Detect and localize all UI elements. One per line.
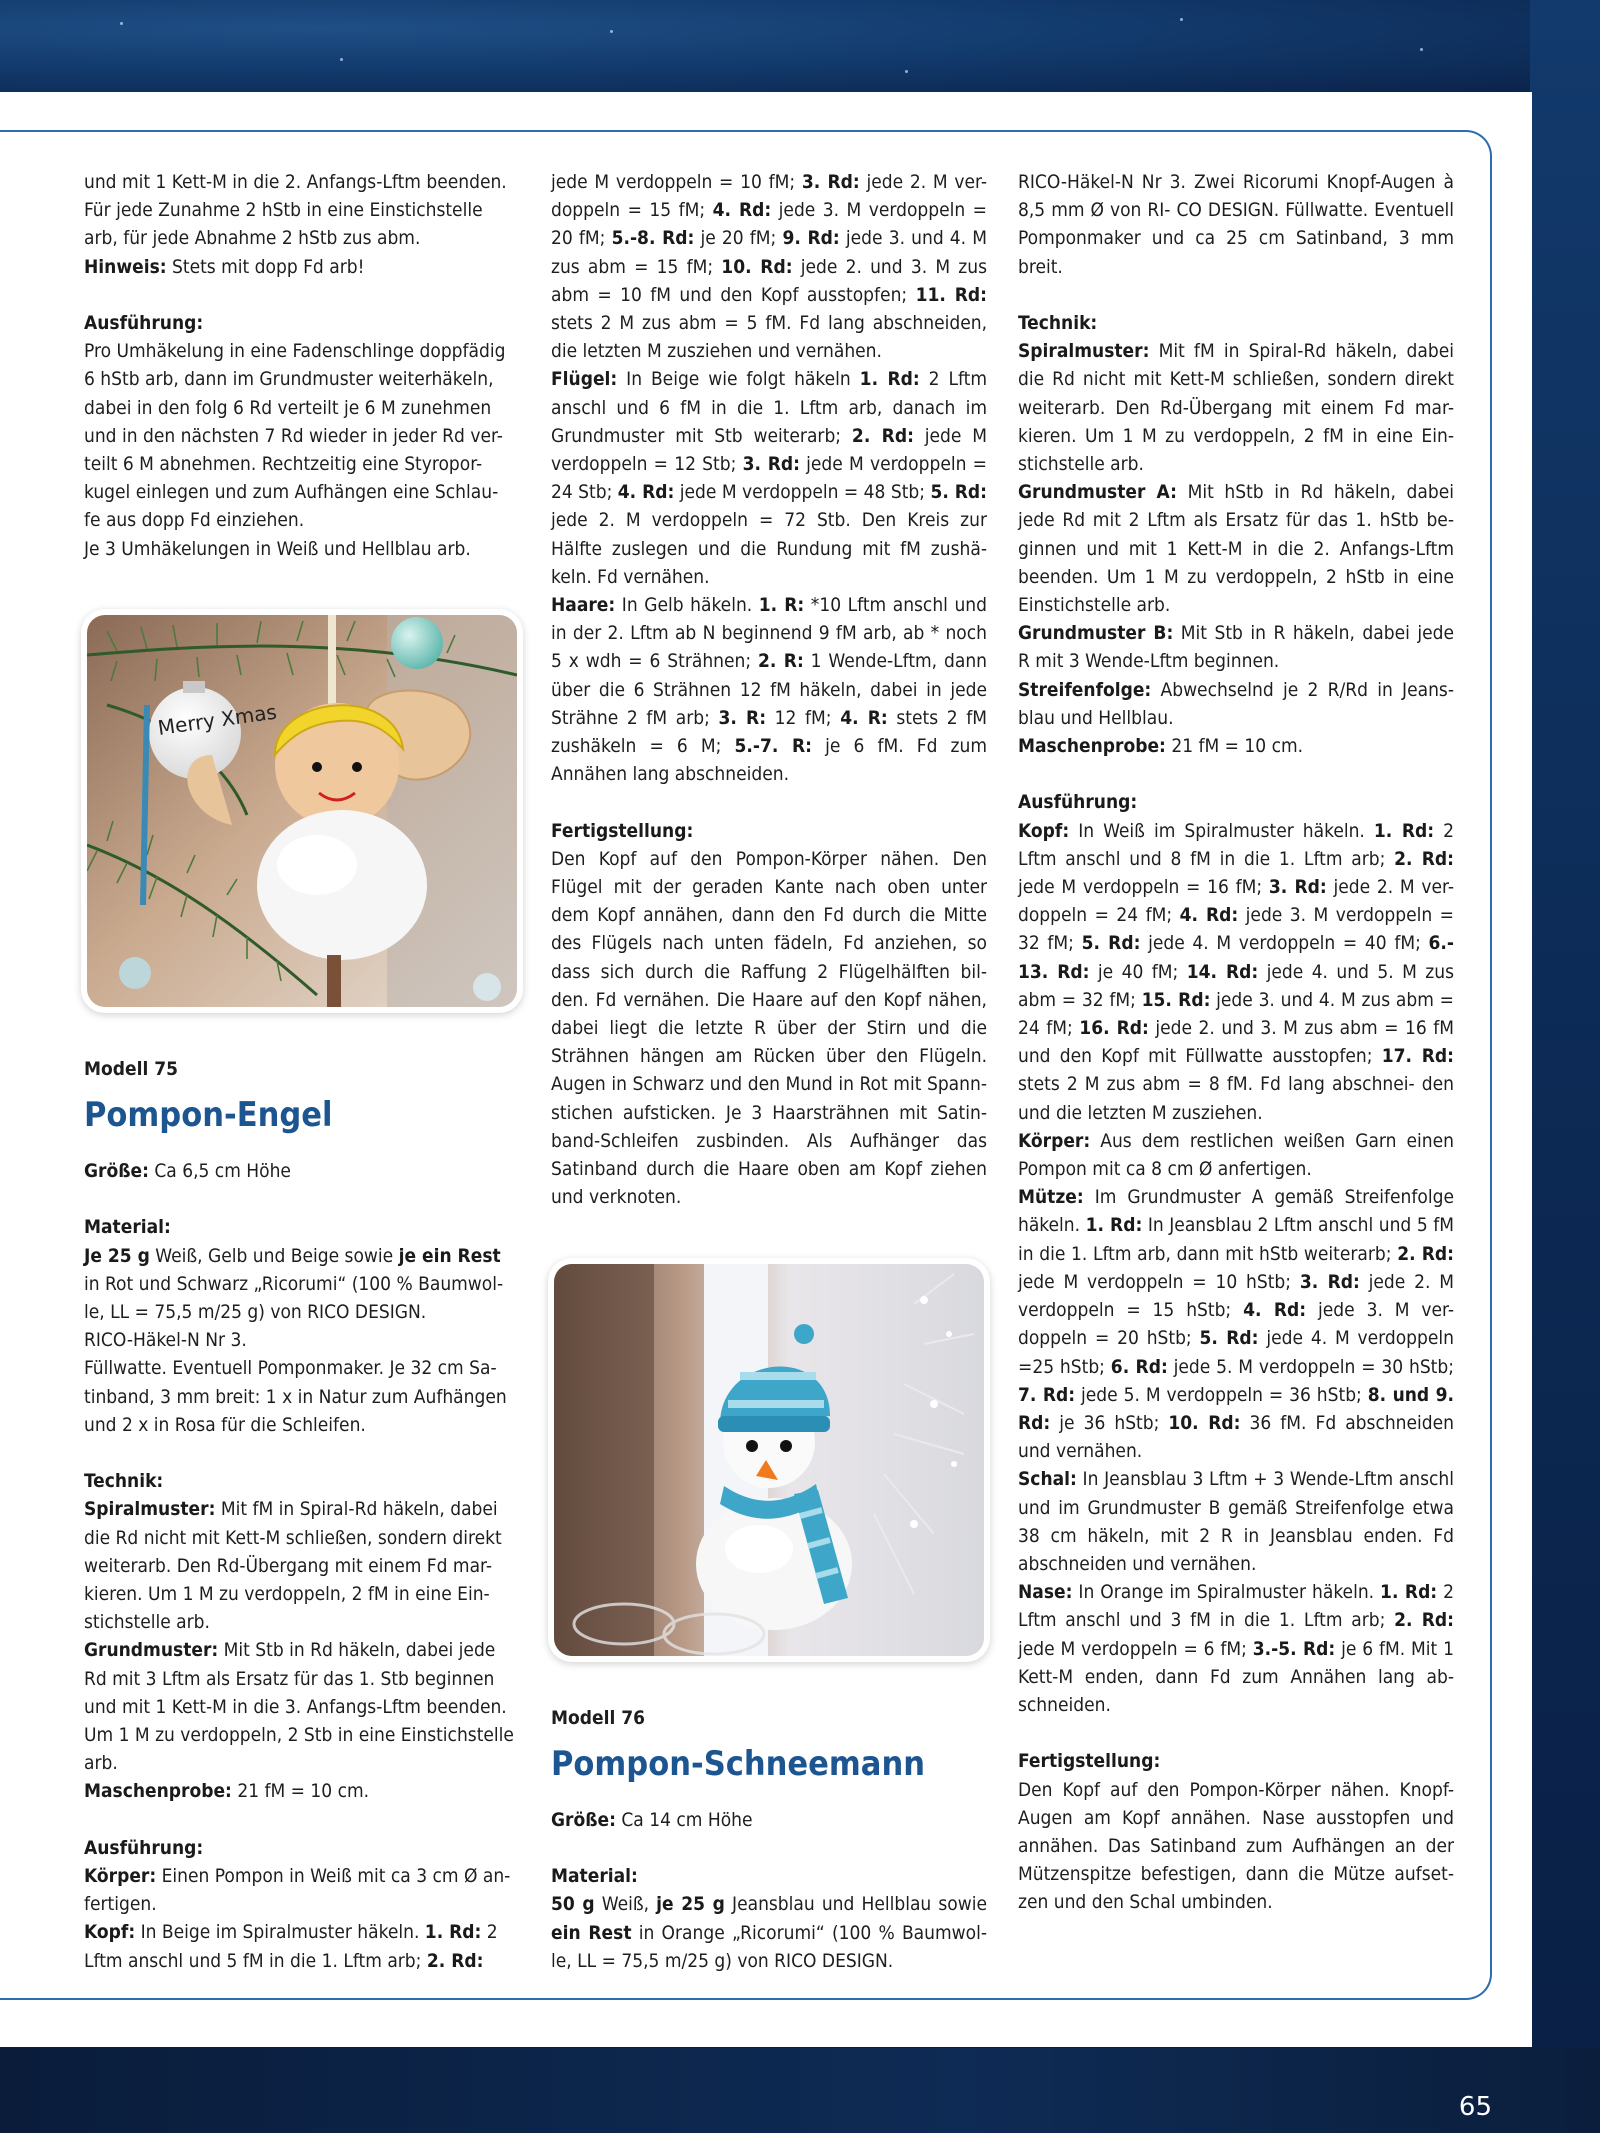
instruction-text: In Jeansblau 3 Lftm + 3 Wende-Lftm anschl und im Grundmuster B gemäß Streifenfolge etwa 38 cm häkeln, mit 2 R in Jeansblau enden. Fd abschneiden und vernähen. (1018, 1468, 1454, 1575)
round-label: 1. Rd: (1085, 1214, 1143, 1237)
round-label: 2. Rd: (1394, 1609, 1454, 1632)
intro-line: Für jede Zunahme 2 hStb in eine Einstichstelle (84, 199, 483, 222)
round-label: 1. Rd: (1380, 1581, 1438, 1604)
grund-label: Grundmuster: (84, 1639, 219, 1662)
instruction-text: jede 3. M ver- doppeln = 20 hStb; (1018, 1299, 1455, 1350)
instruction-line: kugel einlegen und zum Aufhängen eine Schlau- (84, 481, 499, 504)
instruction-line: 6 hStb arb, dann im Grundmuster weiterhäkeln, (84, 368, 494, 391)
material-text: Weiß, (594, 1893, 657, 1916)
koerper-label: Körper: (84, 1865, 157, 1888)
round-label: 5. Rd: (1081, 932, 1141, 955)
instruction-line (84, 1918, 520, 1946)
muetze-paragraph (1018, 1183, 1454, 1465)
kopf-label: Kopf: (84, 1921, 136, 1944)
instruction-text: 12 fM; (766, 706, 841, 729)
instruction-text: jede M verdoppeln = 12 Stb; (551, 424, 987, 476)
instruction-text: stets 2 fM zushäkeln = 6 M; (551, 706, 987, 758)
round-label: 17. Rd: (1381, 1045, 1454, 1068)
instruction-text: jede 2. M ver- doppeln = 24 fM; (1018, 876, 1454, 927)
gauge-line (1018, 732, 1454, 760)
instruction-text: je 36 hStb; (1050, 1411, 1169, 1434)
material-line: le, LL = 75,5 m/25 g) von RICO DESIGN. (84, 1301, 427, 1324)
kopf-continued (551, 168, 987, 365)
haare-label: Haare: (551, 594, 616, 617)
row-label: 4. R: (840, 706, 888, 729)
fertig-paragraph: Den Kopf auf den Pompon-Körper nähen. Den Flügel mit der geraden Kante nach oben unter dem Kopf annähen, dann den Fd durch die Mitte des Flügels nach unten fädeln, Fd anziehen, so dass sich durch die Raffung 2 Flügelhälften bil- den. Fd vernähen. Die Haare auf den Kopf nähen, dabei liegt die letzte R über der Stirn und die Strähnen hängen am Rücken über den Flügeln. Augen in Schwarz und den Mund in Rot mit Spann- stichen aufsticken. Je 3 Haarsträhnen mit Satin- band-Schleifen zusbinden. Als Aufhänger das Satinband durch die Haare oben am Kopf ziehen und verknoten. (551, 847, 987, 1209)
technik-line: weiterarb. Den Rd-Übergang mit einem Fd mar- (84, 1554, 493, 1577)
instruction-text: In Gelb häkeln. (615, 594, 759, 617)
round-label: 5. Rd: (1199, 1327, 1259, 1350)
page-number: 65 (1458, 2092, 1492, 2122)
technik-paragraph (1018, 619, 1454, 675)
grund-b-label: Grundmuster B: (1018, 622, 1174, 645)
instruction-text: jede 3. und 4. M zus abm = 15 fM; (551, 227, 988, 278)
instruction-line: Je 3 Umhäkelungen in Weiß und Hellblau arb. (84, 537, 471, 560)
instruction-text: jede M verdoppeln = 48 Stb; (674, 481, 931, 504)
instruction-text: In Orange im Spiralmuster häkeln. (1072, 1581, 1381, 1604)
round-label: 15. Rd: (1141, 988, 1211, 1011)
pattern-title: Pompon-Engel (84, 1095, 333, 1136)
instruction-text: In Jeansblau 2 Lftm anschl und 5 fM in die 1. Lftm arb, dann mit hStb weiterarb; (1018, 1214, 1455, 1265)
kopf-text: Lftm anschl und 5 fM in die 1. Lftm arb; (84, 1949, 427, 1972)
pattern-title: Pompon-Schneemann (551, 1743, 925, 1784)
kopf-paragraph (1018, 817, 1454, 1127)
instruction-text: In Beige wie folgt häkeln (617, 368, 860, 391)
kopf-text: 2 (481, 1921, 498, 1944)
model-label: Modell 76 (551, 1706, 646, 1729)
technik-line: die Rd nicht mit Kett-M schließen, sondern direkt (84, 1526, 502, 1549)
round-label: 14. Rd: (1186, 960, 1259, 983)
row-label: 3. R: (718, 706, 767, 729)
model-label: Modell 75 (84, 1057, 179, 1080)
section-heading (84, 309, 520, 337)
star-decoration (1420, 48, 1423, 51)
instruction-text: 2 Lftm anschl und 3 fM in die 1. Lftm arb; (1018, 1581, 1454, 1632)
grund-a-label: Grundmuster A: (1018, 481, 1177, 504)
spiral-text: Mit fM in Spiral-Rd häkeln, dabei die Rd nicht mit Kett-M schließen, sondern direkt weiterarb. Den Rd-Übergang mit einem Fd mar- kieren. Um 1 M zu verdoppeln, 2 fM in eine Ein- stichstelle arb. (1018, 340, 1454, 476)
page-header-background (0, 0, 1600, 95)
star-decoration (1180, 18, 1183, 21)
instruction-text: jede 2. und 3. M zus abm = 16 fM und den Kopf mit Füllwatte ausstopfen; (1018, 1017, 1455, 1068)
round-label: 3. Rd: (1299, 1270, 1360, 1293)
material-bold: Je 25 g (84, 1244, 150, 1267)
material-line: Füllwatte. Eventuell Pomponmaker. Je 32 cm Sa- (84, 1357, 497, 1380)
round-label: 9. Rd: (782, 227, 840, 250)
row-label: 2. R: (758, 650, 804, 673)
material-bold: je 25 g (656, 1893, 725, 1916)
koerper-text: Einen Pompon in Weiß mit ca 3 cm Ø an- (156, 1865, 511, 1888)
round-label: 16. Rd: (1079, 1017, 1149, 1040)
fertig-heading-text: Fertigstellung: (1018, 1750, 1161, 1773)
instruction-line: teilt 6 M abnehmen. Rechtzeitig eine Styropor- (84, 453, 483, 476)
technik-line (84, 1636, 520, 1664)
size-label: Größe: (84, 1160, 149, 1183)
size-label: Größe: (551, 1808, 616, 1831)
material-line: tinband, 3 mm breit: 1 x in Natur zum Aufhängen (84, 1385, 507, 1408)
kopf-text: In Beige im Spiralmuster häkeln. (135, 1921, 425, 1944)
instruction-text: je 20 fM; (694, 227, 783, 250)
instruction-line: fertigen. (84, 1893, 157, 1916)
round-label: 1. Rd: (1373, 819, 1435, 842)
round-label: 1. Rd: (424, 1921, 482, 1944)
spiral-label: Spiralmuster: (84, 1498, 216, 1521)
round-label: 1. Rd: (859, 368, 920, 391)
row-label: 1. R: (758, 594, 805, 617)
angel-photo (87, 615, 517, 1007)
hinweis (84, 253, 520, 281)
round-label: 6.- 13. Rd: (1018, 932, 1455, 983)
instruction-line (84, 1862, 520, 1890)
material-bold: ein Rest (551, 1921, 632, 1944)
fertig-paragraph: Den Kopf auf den Pompon-Körper nähen. Knopf- Augen am Kopf annähen. Nase ausstopfen und annähen. Das Satinband zum Aufhängen an der Mützenspitze befestigen, dann die Mütze aufset- zen und den Schal umbinden. (1018, 1778, 1454, 1914)
round-label: 6. Rd: (1110, 1355, 1168, 1378)
instruction-text: stets 2 M zus abm = 5 fM. Fd lang abschneiden, die letzten M zusziehen und vernähen. (551, 312, 987, 363)
instruction-text: jede 2. M ver- doppeln = 15 fM; (551, 171, 987, 222)
instruction-text: jede 3. M verdoppeln = 20 fM; (551, 199, 988, 250)
muetze-label: Mütze: (1018, 1186, 1084, 1209)
row-label: 5.-7. R: (734, 735, 812, 758)
column-3 (1018, 168, 1454, 1917)
grund-b-text: Mit Stb in R häkeln, dabei jede R mit 3 Wende-Lftm beginnen. (1018, 622, 1454, 673)
technik-line: Um 1 M zu verdoppeln, 2 Stb in eine Einstichstelle (84, 1724, 514, 1747)
instruction-text: jede 5. M verdoppeln = 36 hStb; (1075, 1383, 1368, 1406)
round-label: 4. Rd: (712, 199, 772, 222)
gauge-value: 21 fM = 10 cm. (1165, 735, 1304, 758)
star-decoration (120, 22, 123, 25)
technik-line: arb. (84, 1752, 118, 1775)
instruction-text: 36 fM. Fd abschneiden und vernähen. (1018, 1411, 1454, 1463)
technik-paragraph (1018, 478, 1454, 619)
technik-paragraph (1018, 337, 1454, 478)
technik-line: stichstelle arb. (84, 1611, 210, 1634)
material-text: in Orange „Ricorumi“ (100 % Baumwol- le, LL = 75,5 m/25 g) von RICO DESIGN. (551, 1921, 988, 1972)
schal-label: Schal: (1018, 1468, 1077, 1491)
technik-heading (84, 1467, 520, 1495)
nase-label: Nase: (1018, 1581, 1073, 1604)
star-decoration (905, 70, 908, 73)
technik-line: kieren. Um 1 M zu verdoppeln, 2 fM in eine Ein- (84, 1583, 490, 1606)
size-line (551, 1806, 987, 1834)
instruction-text: *10 Lftm anschl und in der 2. Lftm ab N beginnend 9 fM arb, ab * noch 5 x wdh = 6 Strähnen; (551, 594, 987, 673)
size-value: Ca 14 cm Höhe (615, 1808, 753, 1831)
round-label: 5. Rd: (930, 481, 988, 504)
snowman-photo-illustration (554, 1264, 984, 1656)
material-line: und 2 x in Rosa für die Schleifen. (84, 1413, 366, 1436)
column-2 (551, 168, 987, 1975)
streifen-text: Abwechselnd je 2 R/Rd in Jeans- blau und Hellblau. (1018, 678, 1454, 729)
technik-heading (1018, 309, 1454, 337)
instruction-text: Im Grundmuster A gemäß Streifenfolge häkeln. (1018, 1186, 1454, 1237)
technik-line: Rd mit 3 Lftm als Ersatz für das 1. Stb beginnen (84, 1667, 495, 1690)
page-footer-background (0, 2048, 1600, 2133)
koerper-paragraph (1018, 1127, 1454, 1183)
instruction-line: dabei in den folg 6 Rd verteilt je 6 M zunehmen (84, 396, 492, 419)
hinweis-label: Hinweis: (84, 255, 167, 278)
round-label: 5.-8. Rd: (611, 227, 695, 250)
ausfuehrung-heading: Ausführung: (84, 312, 204, 334)
round-label: 4. Rd: (1243, 1299, 1307, 1322)
round-label: 2. Rd: (1394, 847, 1454, 870)
material-heading-text: Material: (84, 1216, 171, 1239)
round-label: 2. Rd: (1397, 1242, 1454, 1265)
instruction-text: jede 4. M verdoppeln = 40 fM; (1140, 932, 1429, 955)
intro-line: und mit 1 Kett-M in die 2. Anfangs-Lftm beenden. (84, 171, 507, 193)
ausfuehrung-heading (84, 1834, 520, 1862)
streifen-label: Streifenfolge: (1018, 678, 1152, 701)
hinweis-text: Stets mit dopp Fd arb! (166, 255, 365, 278)
fluegel-paragraph (551, 365, 987, 591)
instruction-text: jede 2. und 3. M zus abm = 10 fM und den Kopf ausstopfen; (551, 255, 987, 306)
technik-paragraph (1018, 676, 1454, 732)
ausfuehrung-heading-text: Ausführung: (84, 1836, 204, 1859)
instruction-line: fe aus dopp Fd einziehen. (84, 509, 305, 532)
round-label: 3.-5. Rd: (1252, 1637, 1336, 1660)
instruction-text: stets 2 M zus abm = 8 fM. Fd lang abschnei- den und die letzten M zusziehen. (1018, 1073, 1454, 1124)
fertig-heading (1018, 1747, 1454, 1775)
instruction-text: jede 4. M verdoppeln =25 hStb; (1018, 1327, 1454, 1378)
instruction-text: jede M verdoppeln = 24 Stb; (551, 453, 987, 504)
page-side-background (1530, 0, 1600, 2133)
angel-photo-illustration (87, 615, 517, 1007)
round-label: 7. Rd: (1018, 1383, 1076, 1406)
nase-paragraph (1018, 1578, 1454, 1719)
instruction-text: 2 Lftm anschl und 8 fM in die 1. Lftm arb; (1018, 819, 1454, 870)
material-text: Weiß, Gelb und Beige sowie (149, 1244, 399, 1267)
material-bold: 50 g (551, 1893, 595, 1916)
material-heading (84, 1213, 520, 1241)
size-line (84, 1157, 520, 1185)
instruction-text: 1 Wende-Lftm, dann über die 6 Strähnen 12 fM häkeln, dabei in jede Strähne 2 fM arb; (551, 650, 987, 729)
instruction-text: jede 2. M verdoppeln = 15 hStb; (1018, 1270, 1454, 1322)
spiral-label: Spiralmuster: (1018, 340, 1150, 363)
instruction-text: jede 3. M verdoppeln = 32 fM; (1018, 904, 1455, 955)
round-label: 11. Rd: (915, 283, 987, 306)
round-label: 3. Rd: (742, 453, 800, 476)
technik-line (84, 1495, 520, 1523)
intro-line: arb, für jede Abnahme 2 hStb zus abm. (84, 227, 421, 250)
schal-paragraph (1018, 1465, 1454, 1578)
round-label: 3. Rd: (801, 171, 860, 193)
star-decoration (340, 58, 343, 61)
round-label: 4. Rd: (617, 481, 675, 504)
gauge-label: Maschenprobe: (1018, 735, 1166, 758)
instruction-text: jede 5. M verdoppeln = 30 hStb; (1167, 1355, 1454, 1378)
ausfuehrung-heading-text: Ausführung: (1018, 791, 1138, 814)
koerper-label: Körper: (1018, 1129, 1091, 1152)
material-line (84, 1242, 520, 1270)
snowman-photo (554, 1264, 984, 1656)
gauge-label: Maschenprobe: (84, 1780, 232, 1803)
fertig-heading-text: Fertigstellung: (551, 819, 694, 842)
instruction-text: je 40 fM; (1089, 960, 1187, 983)
instruction-text: jede M verdoppeln = 6 fM; (1018, 1637, 1253, 1660)
size-value: Ca 6,5 cm Höhe (148, 1160, 291, 1183)
instruction-text: Aus dem restlichen weißen Garn einen Pompon mit ca 8 cm Ø anfertigen. (1018, 1129, 1454, 1181)
grund-a-text: Mit hStb in Rd häkeln, dabei jede Rd mit 2 Lftm als Ersatz für das 1. hStb be- ginnen und mit 1 Kett-M in die 2. Anfangs-Lftm beenden. Um 1 M zu verdoppeln, 2 hStb in eine Einstichstelle arb. (1018, 481, 1454, 617)
ornament-lettering: Merry Xmas (156, 699, 279, 740)
instruction-text: jede 2. M verdoppeln = 72 Stb. Den Kreis zur Hälfte zuslegen und die Rundung mit fM zushä- keln. Fd vernähen. (551, 509, 987, 588)
kopf-label: Kopf: (1018, 819, 1070, 842)
round-label: 10. Rd: (721, 255, 793, 278)
round-label: 2. Rd: (851, 424, 914, 447)
material-paragraph (551, 1890, 987, 1975)
technik-line: und mit 1 Kett-M in die 3. Anfangs-Lftm beenden. (84, 1695, 507, 1718)
star-decoration (610, 30, 613, 33)
material-line: RICO-Häkel-N Nr 3. (84, 1329, 247, 1352)
spiral-text: Mit fM in Spiral-Rd häkeln, dabei (215, 1498, 498, 1521)
haare-paragraph (551, 591, 987, 788)
round-label: 3. Rd: (1268, 876, 1327, 899)
ausfuehrung-heading (1018, 788, 1454, 816)
fluegel-label: Flügel: (551, 368, 618, 391)
round-label: 10. Rd: (1168, 1411, 1241, 1434)
round-label: 8. und 9. Rd: (1018, 1383, 1455, 1434)
technik-heading-text: Technik: (84, 1470, 164, 1493)
instruction-text: jede 4. und 5. M zus abm = 32 fM; (1018, 960, 1454, 1011)
round-label: 4. Rd: (1179, 904, 1239, 927)
column-1 (84, 168, 520, 1975)
technik-heading-text: Technik: (1018, 312, 1098, 334)
instruction-text: jede 3. und 4. M zus abm = 24 fM; (1018, 988, 1454, 1040)
instruction-line: Pro Umhäkelung in eine Fadenschlinge doppfädig (84, 340, 506, 363)
instruction-line: und in den nächsten 7 Rd wieder in jeder Rd ver- (84, 424, 503, 447)
instruction-text: jede M verdoppeln = 10 fM; (551, 171, 802, 193)
instruction-text: jede M verdoppeln = 16 fM; (1018, 876, 1269, 899)
instruction-text: jede M verdoppeln = 10 hStb; (1018, 1270, 1300, 1293)
instruction-text: 2 Lftm anschl und 6 fM in die 1. Lftm arb, danach im Grundmuster mit Stb weiterarb; (551, 368, 988, 447)
material-line: in Rot und Schwarz „Ricorumi“ (100 % Baumwol- (84, 1272, 504, 1295)
fertig-heading (551, 817, 987, 845)
material-heading (551, 1862, 987, 1890)
instruction-line (84, 1947, 520, 1975)
gauge-value: 21 fM = 10 cm. (231, 1780, 370, 1803)
material-bold: je ein Rest (398, 1244, 501, 1267)
material-continued: RICO-Häkel-N Nr 3. Zwei Ricorumi Knopf-Augen à 8,5 mm Ø von RI- CO DESIGN. Füllwatte. Eventuell Pomponmaker und ca 25 cm Satinband, 3 mm breit. (1018, 171, 1454, 278)
material-heading-text: Material: (551, 1865, 638, 1888)
gauge-line (84, 1777, 520, 1805)
grund-text: Mit Stb in Rd häkeln, dabei jede (218, 1639, 496, 1662)
instruction-text: In Weiß im Spiralmuster häkeln. (1069, 819, 1374, 842)
material-text: Jeansblau und Hellblau sowie (724, 1893, 987, 1916)
round-label: 2. Rd: (426, 1949, 484, 1972)
instruction-text: je 6 fM. Mit 1 Kett-M enden, dann Fd zum Annähen lang ab- schneiden. (1018, 1637, 1454, 1716)
instruction-text: je 6 fM. Fd zum Annähen lang abschneiden. (551, 735, 987, 786)
